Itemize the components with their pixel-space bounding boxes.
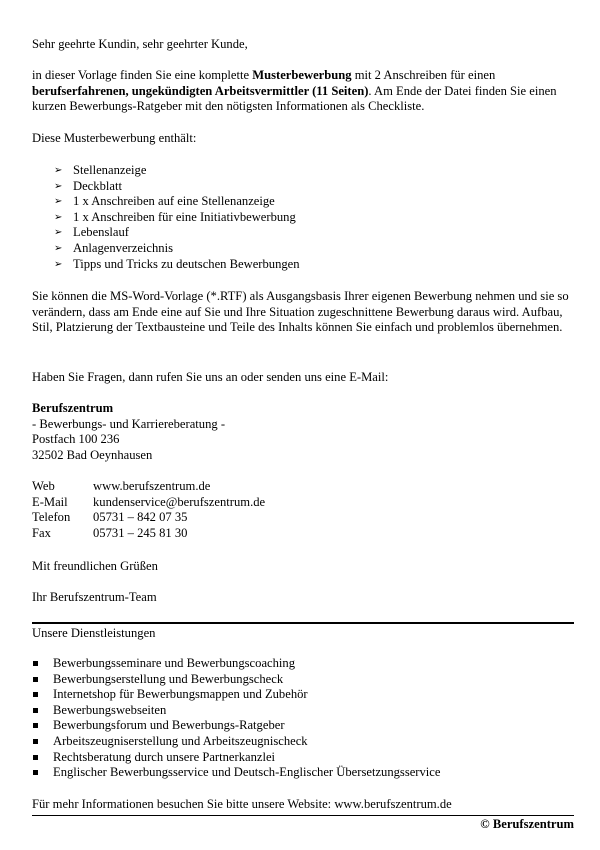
intro-bold-1: Musterbewerbung (252, 68, 352, 82)
contact-row-web: Web www.berufszentrum.de (32, 479, 265, 495)
list-item: Englischer Bewerbungsservice und Deutsch-Englischer Übersetzungsservice (32, 765, 572, 781)
list-item: ➢ 1 x Anschreiben auf eine Stellenanzeige (54, 194, 275, 209)
intro-text-2: mit 2 Anschreiben für einen (351, 68, 496, 82)
list-item: ➢ Stellenanzeige (54, 163, 147, 177)
arrow-bullet-icon: ➢ (54, 227, 63, 239)
intro-paragraph (32, 68, 572, 115)
contact-block (32, 479, 572, 541)
services-list (32, 656, 572, 781)
contents-list (32, 163, 572, 272)
contains-heading: Diese Musterbewerbung enthält: (32, 131, 197, 145)
intro-text-1: in dieser Vorlage finden Sie eine komplette (32, 68, 253, 82)
arrow-bullet-icon: ➢ (54, 211, 63, 223)
usage-paragraph: Sie können die MS-Word-Vorlage (*.RTF) als Ausgangsbasis Ihrer eigenen Bewerbung nehmen und sie so verändern, dass am Ende eine auf Sie und Ihre Situation zugeschnittene Bewerbung daraus wird. Aufbau, Stil, Platzierung der Textbausteine und Teile des Inhalts können Sie einfach und problemlos übernehmen. (32, 289, 569, 335)
more-info-text: Für mehr Informationen besuchen Sie bitte unsere Website: www.berufszentrum.de (32, 797, 452, 811)
list-item: Internetshop für Bewerbungsmappen und Zubehör (32, 687, 572, 703)
square-bullet-icon (33, 755, 38, 760)
contact-row-fax: Fax 05731 – 245 81 30 (32, 526, 265, 542)
square-bullet-icon (33, 770, 38, 775)
square-bullet-icon (33, 692, 38, 697)
arrow-bullet-icon: ➢ (54, 242, 63, 254)
address-block (32, 401, 572, 463)
square-bullet-icon (33, 708, 38, 713)
square-bullet-icon (33, 661, 38, 666)
website-link[interactable]: www.berufszentrum.de (93, 479, 211, 493)
contact-row-email: E-Mail kundenservice@berufszentrum.de (32, 494, 266, 509)
list-item: Arbeitszeugniserstellung und Arbeitszeugnischeck (32, 734, 572, 750)
fax-number: 05731 – 245 81 30 (93, 525, 188, 540)
signature: Ihr Berufszentrum-Team (32, 590, 157, 604)
list-item: Bewerbungswebseiten (32, 703, 572, 719)
list-item: Rechtsberatung durch unsere Partnerkanzlei (32, 750, 572, 766)
list-item: ➢ Lebenslauf (54, 225, 129, 240)
section-divider (32, 622, 574, 624)
arrow-bullet-icon: ➢ (54, 165, 63, 176)
list-item: Bewerbungserstellung und Bewerbungscheck (32, 672, 572, 688)
footer-divider (32, 815, 574, 816)
company-name: Berufszentrum (32, 401, 114, 415)
intro-text-3: . Am Ende der Datei finden Sie einen kurzen Bewerbungs-Ratgeber mit den nötigsten Informationen als Checkliste. (32, 83, 557, 114)
email-link[interactable]: kundenservice@berufszentrum.de (93, 494, 266, 509)
closing: Mit freundlichen Grüßen (32, 559, 158, 573)
services-heading: Unsere Dienstleistungen (32, 626, 156, 640)
arrow-bullet-icon: ➢ (54, 196, 63, 208)
list-item: ➢ Deckblatt (54, 178, 122, 193)
list-item: ➢ 1 x Anschreiben für eine Initiativbewerbung (54, 209, 296, 224)
square-bullet-icon (33, 723, 38, 728)
questions-text: Haben Sie Fragen, dann rufen Sie uns an oder senden uns eine E-Mail: (32, 370, 389, 384)
list-item: Bewerbungsforum und Bewerbungs-Ratgeber (32, 718, 572, 734)
address-line: - Bewerbungs- und Karriereberatung - (32, 416, 226, 431)
list-item: ➢ Tipps und Tricks zu deutschen Bewerbungen (54, 256, 300, 271)
contact-row-phone: Telefon 05731 – 842 07 35 (32, 510, 265, 526)
copyright-notice: © Berufszentrum (480, 817, 574, 831)
square-bullet-icon (33, 739, 38, 744)
phone-number: 05731 – 842 07 35 (93, 510, 188, 525)
square-bullet-icon (33, 677, 38, 682)
arrow-bullet-icon: ➢ (54, 258, 63, 270)
list-item: ➢ Anlagenverzeichnis (54, 240, 174, 255)
address-line: 32502 Bad Oeynhausen (32, 447, 153, 462)
greeting: Sehr geehrte Kundin, sehr geehrter Kunde, (32, 37, 248, 51)
address-line: Postfach 100 236 (32, 432, 120, 447)
list-item: Bewerbungsseminare und Bewerbungscoaching (32, 656, 572, 672)
arrow-bullet-icon: ➢ (54, 180, 63, 192)
intro-bold-2: berufserfahrenen, ungekündigten Arbeitsvermittler (11 Seiten) (32, 83, 369, 98)
